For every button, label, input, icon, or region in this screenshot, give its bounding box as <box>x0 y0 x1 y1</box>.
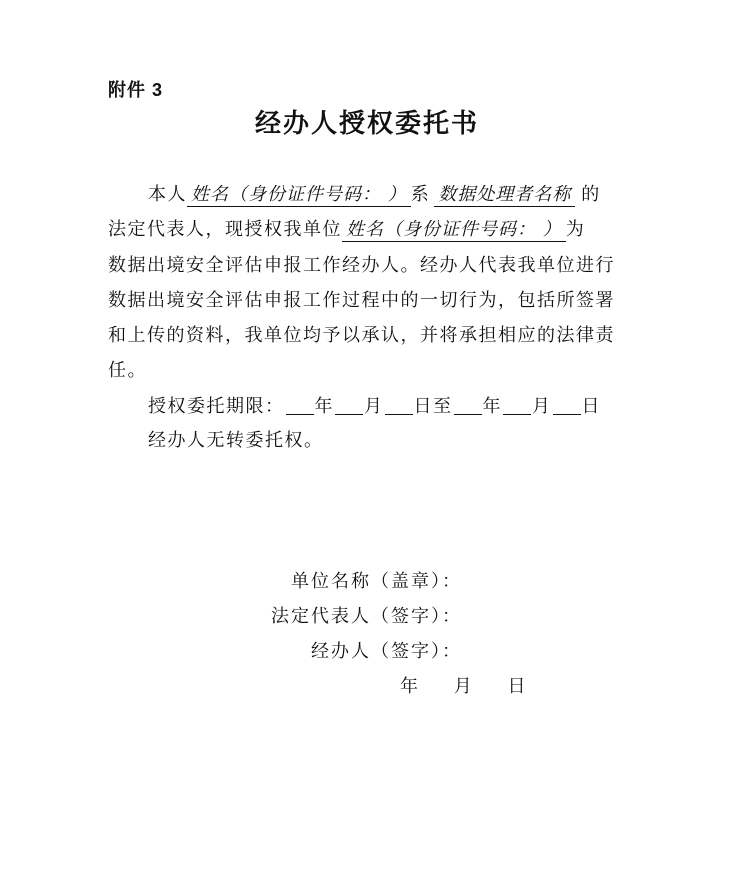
date-day: 日 <box>507 676 526 697</box>
text-segment: 本人 <box>148 184 187 205</box>
period-year-2: 年 <box>482 396 502 417</box>
page-title: 经办人授权委托书 <box>254 109 479 139</box>
paragraph-line-2 <box>108 218 585 242</box>
period-year: 年 <box>314 396 334 417</box>
paragraph-line-5: 和上传的资料，我单位均予以承认，并将承担相应的法律责 <box>108 325 615 346</box>
period-label: 授权委托期限： <box>148 396 285 417</box>
date-year: 年 <box>400 676 418 697</box>
agent-name-fill-2: 姓名（身份证件号码： ） <box>342 219 566 242</box>
agent-name-fill: 姓名（身份证件号码： ） <box>187 184 411 207</box>
text-segment: 系 <box>410 184 431 205</box>
blank-line <box>553 394 581 415</box>
paragraph-line-3: 数据出境安全评估申报工作经办人。经办人代表我单位进行 <box>108 255 615 276</box>
no-transfer-statement: 经办人无转委托权。 <box>148 430 324 451</box>
date-month: 月 <box>453 676 472 697</box>
text-segment: 为 <box>565 219 586 240</box>
text-segment: 法定代表人，现授权我单位 <box>108 219 342 240</box>
blank-line <box>286 394 314 415</box>
text-segment: 的 <box>581 184 601 205</box>
paragraph-line-4: 数据出境安全评估申报工作过程中的一切行为，包括所签署 <box>108 290 615 311</box>
paragraph-line-6: 任。 <box>108 360 147 381</box>
signature-date <box>400 672 525 698</box>
legal-rep-signature: 法定代表人（签字）： <box>271 606 462 627</box>
period-day-to: 日至 <box>413 396 453 417</box>
period-day-2: 日 <box>581 396 601 417</box>
paragraph-line-1 <box>148 183 601 207</box>
blank-line <box>385 394 413 415</box>
agent-signature: 经办人（签字）： <box>311 641 462 662</box>
blank-line <box>454 394 482 415</box>
period-month-2: 月 <box>532 396 552 417</box>
attachment-label: 附件 3 <box>108 80 164 100</box>
period-month: 月 <box>364 396 384 417</box>
blank-line <box>503 394 531 415</box>
processor-name-fill: 数据处理者名称 <box>434 184 575 207</box>
blank-line <box>335 394 363 415</box>
unit-name-signature: 单位名称（盖章）： <box>291 571 462 592</box>
authorization-period <box>148 394 601 419</box>
